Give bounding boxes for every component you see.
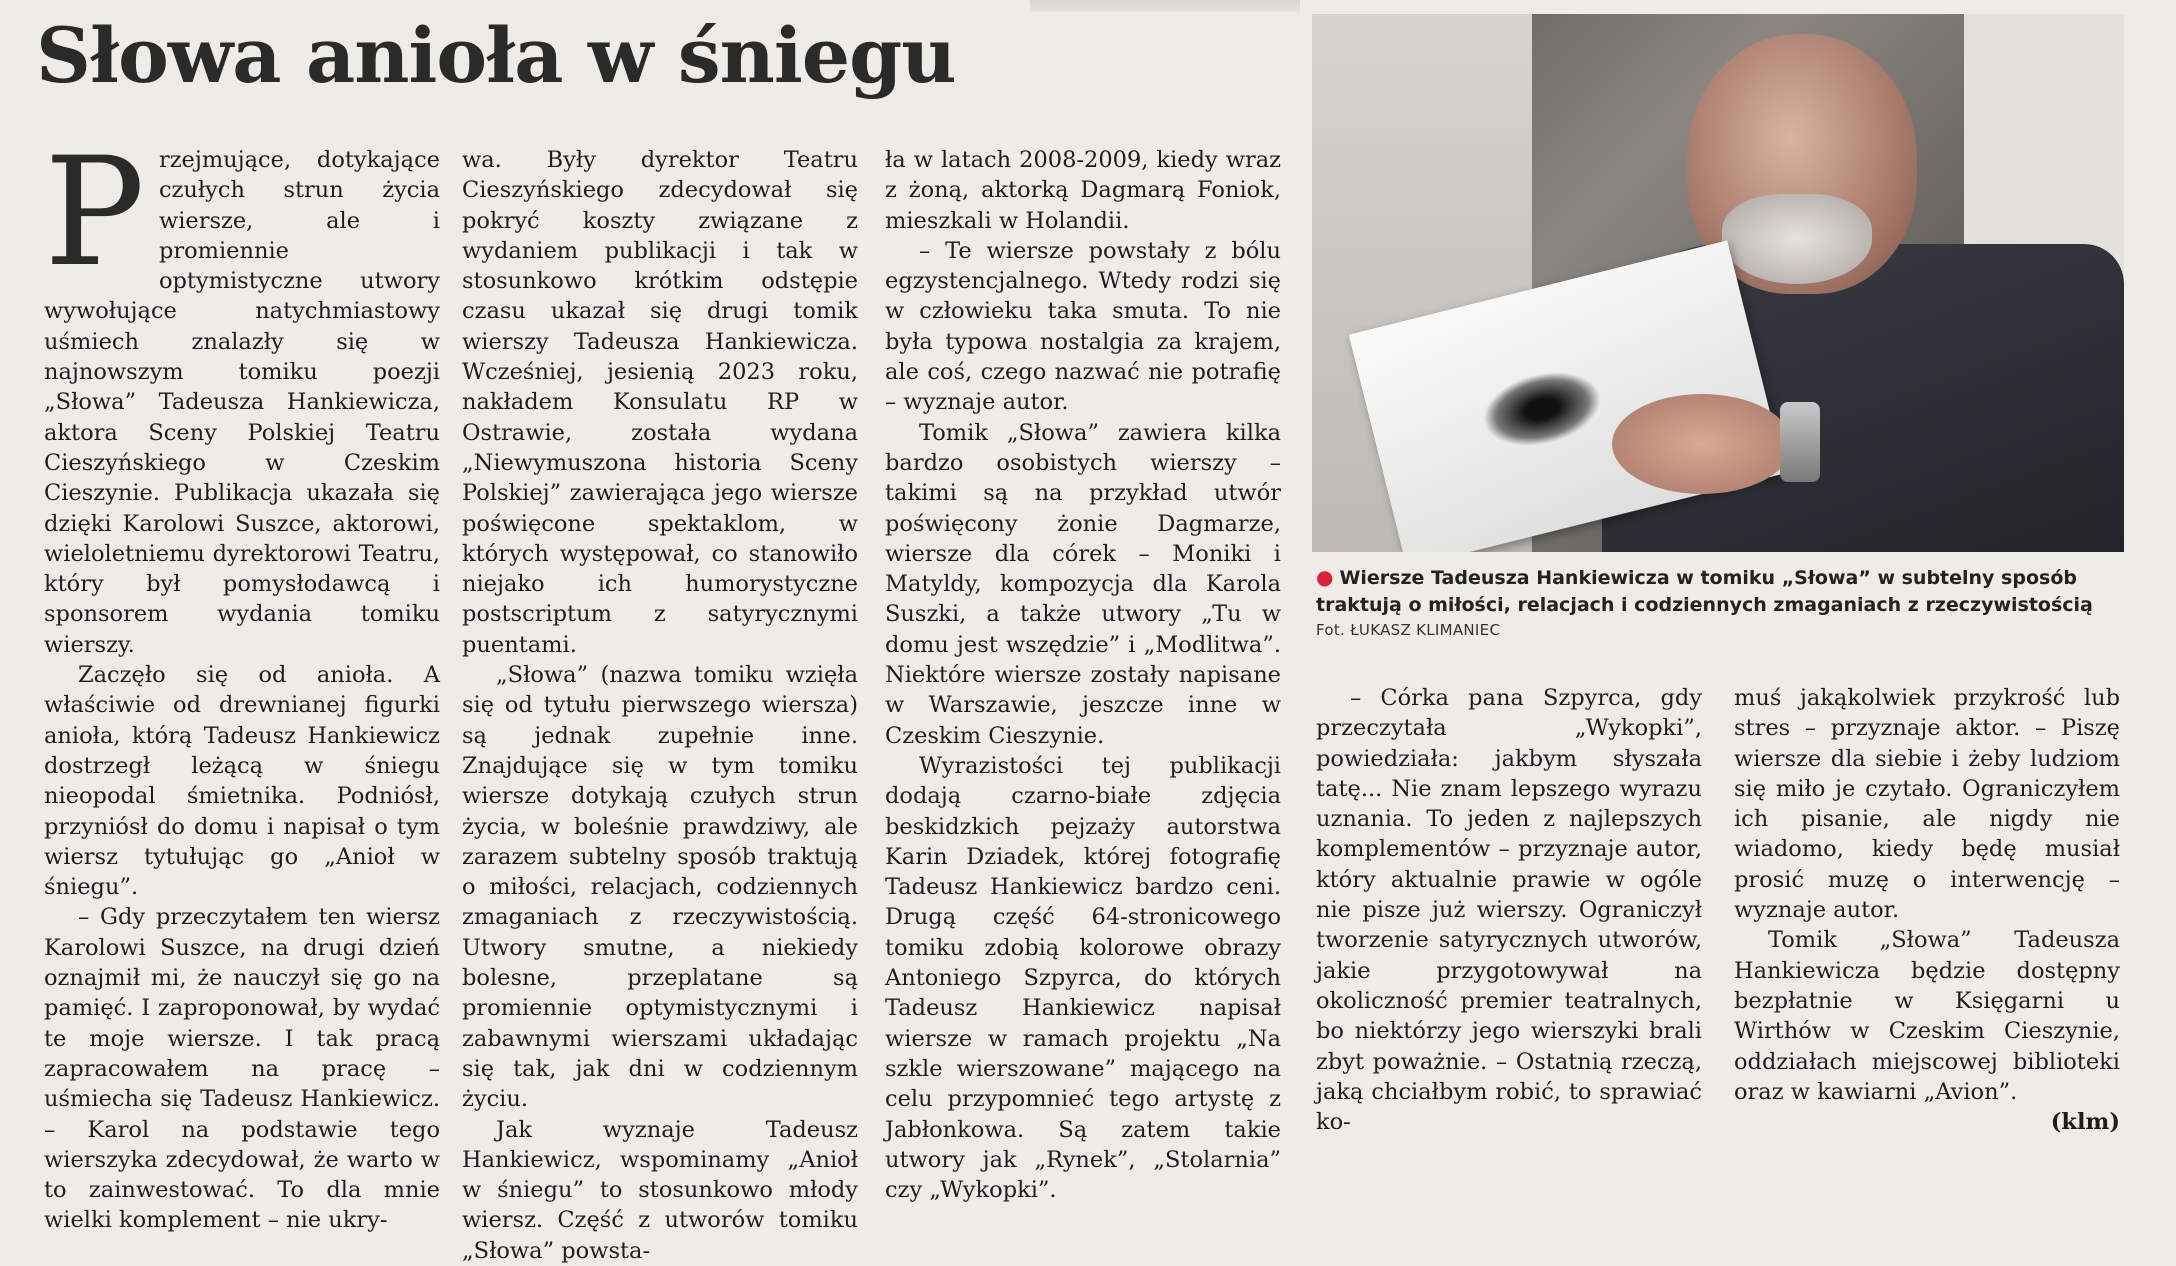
article-column-2	[462, 145, 858, 1266]
article-photo	[1312, 14, 2124, 552]
paragraph: ła w latach 2008-2009, kiedy wraz z żoną, aktorką Dagmarą Foniok, mieszkali w Holandii.	[885, 147, 1281, 234]
paragraph: wa. Były dyrektor Teatru Cieszyńskiego zdecydował się pokryć koszty związane z wydaniem publikacji i tak w stosunkowo krótkim odstępie czasu ukazał się drugi tomik wierszy Tadeusza Hankiewicza. Wcześniej, jesienią 2023 roku, nakładem Konsulatu RP w Ostrawie, została wydana „Niewymuszona historia Sceny Polskiej” zawierająca jego wiersze poświęcone spektaklom, w których występował, co stanowiło niejako ich humorystyczne postscriptum z satyrycznymi puentami.	[462, 147, 858, 658]
article-headline: Słowa anioła w śniegu	[36, 11, 956, 100]
article-column-5	[1734, 683, 2120, 1137]
photo-figure-hand	[1612, 394, 1792, 494]
paragraph: Zaczęło się od anioła. A właściwie od drewnianej figurki anioła, którą Tadeusz Hankiewicz dostrzegł leżącą w śniegu nieopodal śmietnika. Podniósł, przyniósł do domu i napisał o tym wiersz tytułując go „Anioł w śniegu”.	[44, 662, 440, 901]
photo-watch	[1780, 402, 1820, 482]
drop-cap: P	[44, 126, 145, 300]
adjacent-article-fragment	[1030, 0, 1300, 12]
paragraph: Przejmujące, dotykające czułych strun życia wiersze, ale i promiennie optymistyczne utwory wywołujące natychmiastowy uśmiech znalazły się w najnowszym tomiku poezji „Słowa” Tadeusza Hankiewicza, aktora Sceny Polskiej Teatru Cieszyńskiego w Czeskim Cieszynie. Publikacja ukazała się dzięki Karolowi Suszce, aktorowi, wieloletniemu dyrektorowi Teatru, który był pomysłodawcą i sponsorem wydania tomiku wierszy.	[44, 126, 440, 658]
author-signature: (klm)	[2050, 1109, 2120, 1136]
paragraph: Tomik „Słowa” Tadeusza Hankiewicza będzie dostępny bezpłatnie w Księgarni u Wirthów w Czeskim Cieszynie, oddziałach miejscowej biblioteki oraz w kawiarni „Avion”.	[1734, 927, 2120, 1105]
paragraph: – Córka pana Szpyrca, gdy przeczytała „Wykopki”, powiedziała: jakbym słyszała tatę... Nie znam lepszego wyrazu uznania. To jeden z najlepszych komplementów – przyznaje autor, który aktualnie prawie w ogóle nie pisze już wierszy. Ograniczył tworzenie satyrycznych utworów, jakie przygotowywał na okoliczność premier teatralnych, bo niektórzy jego wierszyki brali zbyt poważnie. – Ostatnią rzeczą, jaką chciałbym robić, to sprawiać ko-	[1316, 685, 1702, 1136]
article-column-3	[885, 145, 1281, 1205]
photo-figure-beard	[1722, 194, 1872, 284]
paragraph: Jak wyznaje Tadeusz Hankiewicz, wspominamy „Anioł w śniegu” to stosunkowo młody wiersz. Część z utworów tomiku „Słowa” powsta-	[462, 1116, 858, 1264]
article-column-1	[44, 126, 440, 1236]
paragraph: muś jakąkolwiek przykrość lub stres – przyznaje aktor. – Piszę wiersze dla siebie i żeby ludziom się miło je czytało. Ograniczyłem ich pisanie, ale nigdy nie wiadomo, kiedy będę musiał prosić muzę o interwencję – wyznaje autor.	[1734, 685, 2120, 924]
photo-credit: Fot. ŁUKASZ KLIMANIEC	[1316, 621, 1501, 639]
photo-caption: ● Wiersze Tadeusza Hankiewicza w tomiku „Słowa” w subtelny sposób traktują o miłości, relacjach i codziennych zmaganiach z rzeczywistością	[1316, 565, 2093, 616]
paragraph: – Gdy przeczytałem ten wiersz Karolowi Suszce, na drugi dzień oznajmił mi, że nauczył się go na pamięć. I zaproponował, by wydać te moje wiersze. I tak pracą zapracowałem na pracę – uśmiecha się Tadeusz Hankiewicz. – Karol na podstawie tego wierszyka zdecydował, że warto w to zainwestować. To dla mnie wielki komplement – nie ukry-	[44, 904, 440, 1234]
paragraph: Wyrazistości tej publikacji dodają czarno-białe zdjęcia beskidzkich pejzaży autorstwa Karin Dziadek, której fotografię Tadeusz Hankiewicz bardzo ceni. Drugą część 64-stronicowego tomiku zdobią kolorowe obrazy Antoniego Szpyrca, do których Tadeusz Hankiewicz napisał wiersze w ramach projektu „Na szkle wierszowane” mającego na celu przypomnieć tego artystę z Jabłonkowa. Są zatem takie utwory jak „Rynek”, „Stolarnia” czy „Wykopki”.	[885, 752, 1281, 1204]
article-column-4	[1316, 683, 1702, 1137]
paragraph: „Słowa” (nazwa tomiku wzięła się od tytułu pierwszego wiersza) są jednak zupełnie inne. Znajdujące się w tym tomiku wiersze dotykają czułych strun życia, w boleśnie prawdziwy, ale zarazem subtelny sposób traktują o miłości, relacjach, codziennych zmaganiach z rzeczywistością. Utwory smutne, a niekiedy bolesne, przeplatane są promiennie optymistycznymi i zabawnymi wierszami układając się tak, jak dni w codziennym życiu.	[462, 662, 858, 1113]
paragraph: – Te wiersze powstały z bólu egzystencjalnego. Wtedy rodzi się w człowieku taka smuta. To nie była typowa nostalgia za krajem, ale coś, czego nazwać nie potrafię – wyznaje autor.	[885, 237, 1281, 416]
photo-caption-block	[1316, 564, 2116, 639]
paragraph: Tomik „Słowa” zawiera kilka bardzo osobistych wierszy – takimi są na przykład utwór poświęcony żonie Dagmarze, wiersze dla córek – Moniki i Matyldy, kompozycja dla Karola Suszki, a także utwory „Tu w domu jest wszędzie” i „Modlitwa”. Niektóre wiersze zostały napisane w Warszawie, jeszcze inne w Czeskim Cieszynie.	[885, 419, 1281, 749]
bullet-icon: ●	[1316, 565, 1334, 589]
